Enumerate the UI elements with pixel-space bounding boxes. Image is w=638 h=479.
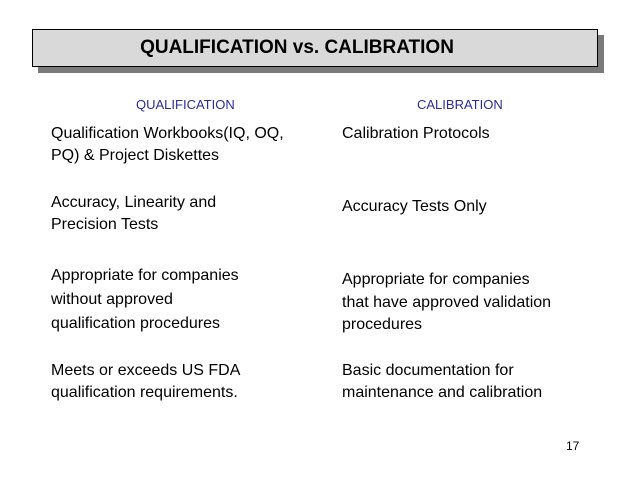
qualification-cell-2: [51, 192, 321, 236]
qualification-cell-1: [51, 123, 321, 167]
cell-line: procedures: [342, 316, 423, 333]
calibration-cell-1: [342, 123, 612, 145]
cell-line: maintenance and calibration: [342, 384, 543, 401]
slide-title: QUALIFICATION vs. CALIBRATION: [140, 37, 454, 58]
qualification-cell-4: [51, 360, 321, 404]
cell-line: Appropriate for companies: [342, 271, 530, 288]
cell-line: Basic documentation for: [342, 362, 514, 379]
calibration-cell-2: [342, 196, 612, 218]
cell-line: Precision Tests: [51, 216, 159, 233]
cell-line: without approved: [51, 291, 173, 308]
calibration-cell-4: [342, 360, 612, 404]
page-number: 17: [566, 439, 580, 453]
cell-line: Accuracy, Linearity and: [51, 194, 217, 211]
cell-line: Meets or exceeds US FDA: [51, 362, 241, 379]
cell-line: qualification requirements.: [51, 384, 238, 401]
cell-line: Qualification Workbooks(IQ, OQ,: [51, 125, 284, 142]
column-header-calibration: CALIBRATION: [417, 97, 503, 112]
cell-line: Calibration Protocols: [342, 125, 490, 142]
cell-line: that have approved validation: [342, 294, 552, 311]
cell-line: qualification procedures: [51, 315, 220, 332]
cell-line: Appropriate for companies: [51, 267, 239, 284]
title-banner: [32, 29, 598, 67]
qualification-cell-3: [51, 264, 321, 336]
cell-line: Accuracy Tests Only: [342, 198, 487, 215]
cell-line: PQ) & Project Diskettes: [51, 147, 220, 164]
calibration-cell-3: [342, 267, 612, 336]
column-header-qualification: QUALIFICATION: [136, 97, 235, 112]
